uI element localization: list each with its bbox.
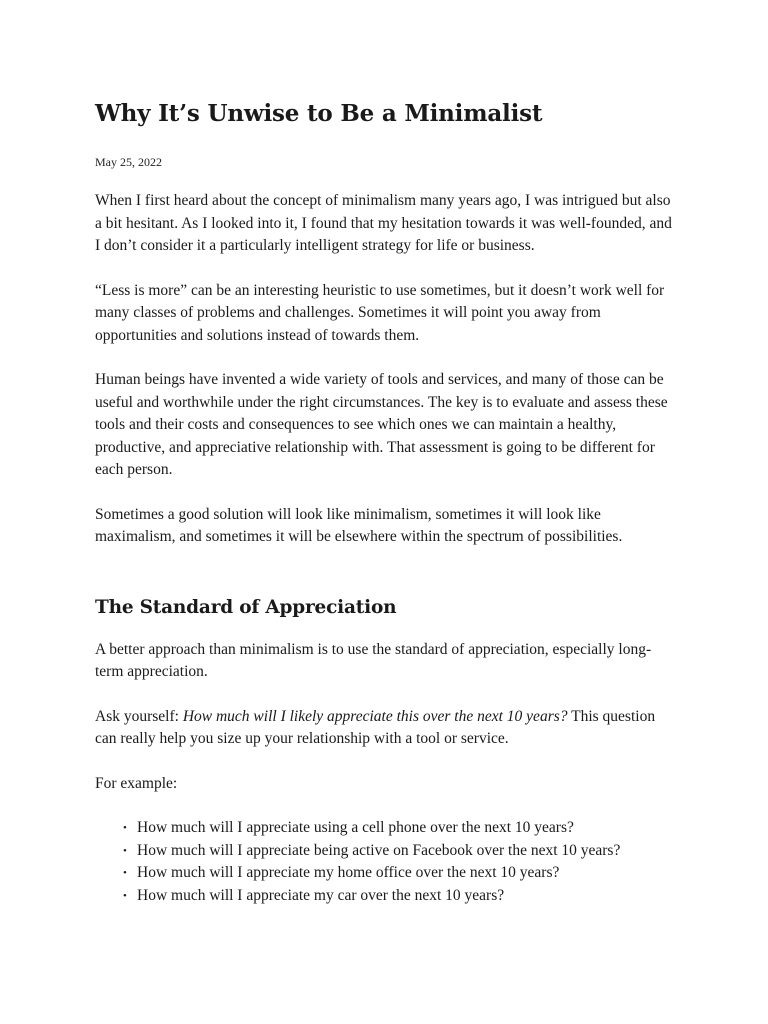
list-item-text: How much will I appreciate using a cell phone over the next 10 years? (137, 819, 574, 836)
paragraph-4: Sometimes a good solution will look like minimalism, sometimes it will look like maximalism, and sometimes it will be elsewhere within the spectrum of possibilities. (95, 505, 623, 545)
paragraph-1: When I first heard about the concept of minimalism many years ago, I was intrigued but also a bit hesitant. As I looked into it, I found that my hesitation towards it was well-founded, and I don’t consider it a particularly intelligent strategy for life or business. (95, 192, 672, 254)
paragraph-2: “Less is more” can be an interesting heuristic to use sometimes, but it doesn’t work well for many classes of problems and challenges. Sometimes it will point you away from opportunities and solutions instead of towards them. (95, 281, 665, 344)
publish-date: May 25, 2022 (95, 155, 162, 169)
article-title: Why It’s Unwise to Be a Minimalist (95, 100, 543, 127)
list-item-text: How much will I appreciate being active on Facebook over the next 10 years? (137, 841, 621, 859)
list-item (123, 817, 673, 840)
ask-yourself-paragraph (95, 706, 673, 751)
example-list (95, 817, 673, 907)
list-item (123, 840, 673, 863)
paragraph-3: Human beings have invented a wide variety of tools and services, and many of those can be useful and worthwhile under the right circumstances. The key is to evaluate and assess these tools and their costs and consequences to see which ones we can maintain a healthy, productive, and appreciative relationship with. That assessment is going to be different for each person. (95, 371, 668, 478)
bullet-icon: • (123, 844, 127, 857)
list-item-text: How much will I appreciate my car over the next 10 years? (137, 886, 505, 904)
ask-prefix: Ask yourself: (95, 707, 183, 725)
list-item (123, 885, 673, 908)
list-item (123, 862, 673, 885)
article (95, 0, 673, 907)
bullet-icon: • (123, 867, 127, 879)
bullet-icon: • (123, 822, 127, 834)
example-label: For example: (95, 774, 178, 792)
section-intro: A better approach than minimalism is to use the standard of appreciation, especially long-term appreciation. (95, 640, 652, 680)
ask-suffix: This question can really help you size up your relationship with a tool or service. (95, 707, 656, 747)
ask-question: How much will I likely appreciate this over the next 10 years? (182, 707, 568, 725)
bullet-icon: • (123, 889, 127, 902)
section-heading: The Standard of Appreciation (95, 596, 397, 618)
list-item-text: How much will I appreciate my home office over the next 10 years? (137, 864, 560, 881)
